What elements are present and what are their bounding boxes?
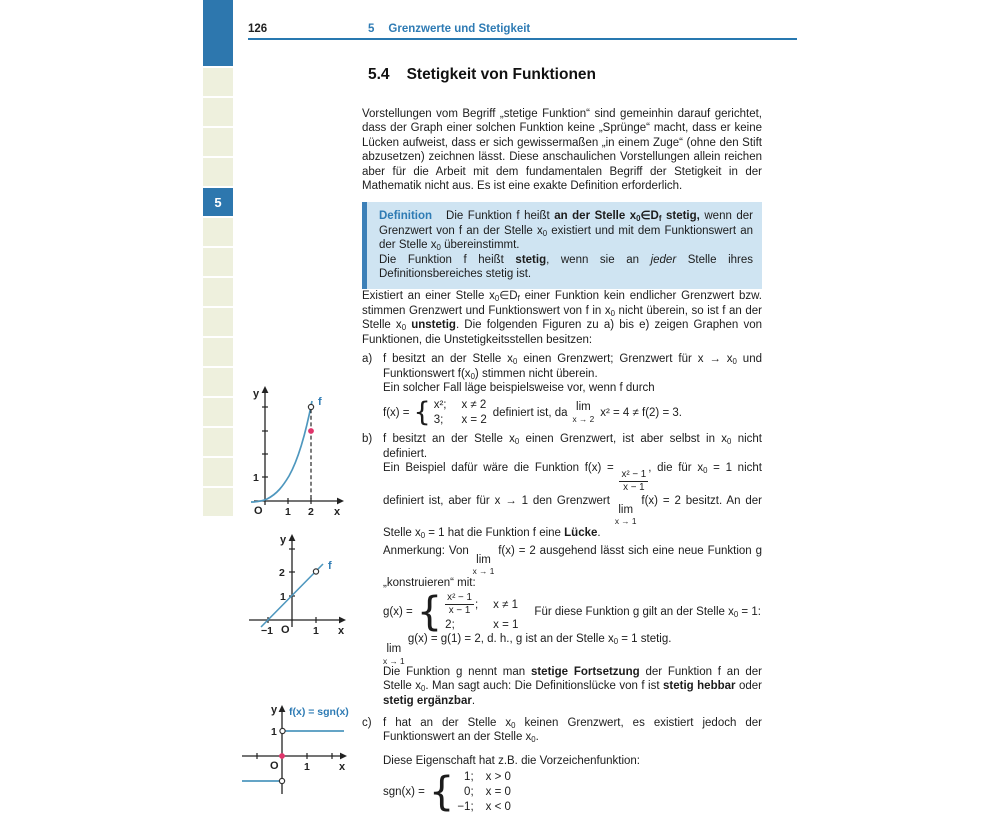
function-equation-label: f(x) = sgn(x) <box>289 706 349 718</box>
origin-label: O <box>254 505 263 517</box>
case-condition: x ≠ 2 <box>461 399 487 412</box>
limit-symbol <box>615 505 637 526</box>
function-label-f: f <box>328 560 332 572</box>
case-brace: { <box>413 396 431 428</box>
item-b-continuation-paragraph: Die Funktion g nennt man stetige Fortsetzung der Funktion f an der Stelle $x_0$. Man sagt auch: Die Definitionslücke von f ist stetig hebbar oder stetig ergänzbar. <box>383 665 763 707</box>
running-head <box>368 23 530 35</box>
item-b-lim-line: lim x → 1 g(x) = g(1) = 2, d. h., g ist an der Stelle $x_0 = 1$ stetig. <box>383 632 672 666</box>
sidebar-segment <box>203 98 233 126</box>
figure-a-parabola <box>246 384 348 523</box>
x-tick-1: 1 <box>313 625 319 637</box>
y-axis-arrow <box>289 534 296 541</box>
list-item-a <box>362 352 762 427</box>
x-axis-arrow <box>337 498 344 505</box>
item-b-note: Anmerkung: Von lim x → 1 f(x) = 2 ausgehend lässt sich eine neue Funktion g „konstruieren“ mit: <box>383 544 762 589</box>
figure-b-line-with-hole <box>243 528 353 655</box>
limit-symbol <box>473 555 495 576</box>
case-value: 2; <box>445 618 455 631</box>
definition-box <box>362 202 762 289</box>
y-tick-1: 1 <box>253 472 259 484</box>
formula-lhs: sgn(x) = <box>383 786 425 799</box>
x-axis-label: x <box>339 761 346 773</box>
figure-c-sign-function <box>238 700 360 805</box>
y-axis-label: y <box>280 534 287 546</box>
item-b-label: b) <box>362 433 373 446</box>
lim-word: lim <box>618 503 634 516</box>
sidebar-segment <box>203 398 233 426</box>
item-c-paragraph-1: f hat an der Stelle $x_0$ keinen Grenzwert, es existiert jedoch der Funktionswert an der Stelle $x_0$. <box>383 717 762 745</box>
case-value <box>445 593 478 617</box>
list-item-b <box>362 432 762 708</box>
x-axis-arrow <box>339 617 346 624</box>
case-value: −1; <box>457 801 474 814</box>
item-c-label: c) <box>362 717 372 730</box>
item-a-paragraph-2: Ein solcher Fall läge beispielsweise vor, wenn f durch <box>383 381 655 394</box>
section-title: Stetigkeit von Funktionen <box>406 66 597 83</box>
case-rows <box>445 593 518 632</box>
item-a-label: a) <box>362 353 373 366</box>
chapter-tab-5: 5 <box>203 188 233 216</box>
red-point <box>308 428 314 434</box>
item-b-body <box>383 432 762 708</box>
y-axis-label: y <box>271 704 278 716</box>
case-value: 1; <box>464 771 474 784</box>
origin-label: O <box>281 624 290 636</box>
open-point <box>308 404 313 409</box>
sidebar-segment <box>203 458 233 486</box>
definition-paragraph-1: Definition Die Funktion f heißt an der Stelle $x_0\in D_f$ stetig, wenn der Grenzwert von f an der Stelle $x_0$ existiert und mit dem Funktionswert an der Stelle $x_0$ übereinstimmt. <box>379 210 754 253</box>
case-brace: { <box>416 589 443 636</box>
chapter-number: 5 <box>368 23 375 35</box>
lim-subscript: x → 1 <box>614 516 637 527</box>
sidebar-segment <box>203 218 233 246</box>
item-b-paragraph-2: Ein Beispiel dafür wäre die Funktion f(x) = $\frac{\text{x² − 1}}{x - 1}$ , die für $x_0 = 1$ nicht definiert ist, aber für x → 1 den Grenzwert lim x → 1 f(x) = 2 besitzt. An der Stelle $x_0 = 1$ hat die Funktion f eine Lücke. <box>383 462 762 540</box>
origin-label: O <box>270 760 279 772</box>
item-c-sgn-formula <box>383 770 762 814</box>
fraction-denominator: x − 1 <box>448 605 471 617</box>
g-formula-side-text: Für diese Funktion g gilt an der Stelle $x_0 = 1$: <box>534 606 761 620</box>
fraction-denominator: x − 1 <box>623 482 645 494</box>
case-value: x²; <box>433 399 447 412</box>
sidebar-segment <box>203 488 233 516</box>
open-point-lower <box>279 778 284 783</box>
formula-lhs: g(x) = <box>383 606 413 619</box>
case-value: 0; <box>464 786 474 799</box>
after-definition-paragraph: Existiert an einer Stelle $x_0\in D_f$ einer Funktion kein endlicher Grenzwert bzw. stimmen Grenzwert und Funktionswert von f in $x_0$ nicht überein, so ist f an der Stelle $x_0$ unstetig. Die folgenden Figuren zu a) bis e) zeigen Graphen von Funktionen, die Unstetigkeitsstellen besitzen: <box>362 290 763 346</box>
case-condition: x > 0 <box>485 771 511 784</box>
case-brace: { <box>428 769 455 815</box>
y-tick-2: 2 <box>279 567 285 579</box>
sidebar-segment <box>203 158 233 186</box>
sidebar-segment <box>203 368 233 396</box>
fraction-numerator: x² − 1 <box>445 593 474 605</box>
formula-lhs: f(x) = <box>383 406 410 419</box>
open-point-upper <box>280 728 285 733</box>
red-point-origin <box>279 753 285 759</box>
sidebar-segment <box>203 278 233 306</box>
section-heading <box>368 66 596 84</box>
open-point <box>313 569 318 574</box>
x-tick-1: 1 <box>285 506 291 518</box>
lim-word: lim <box>476 553 491 566</box>
chapter-sidebar <box>203 0 233 518</box>
item-a-formula <box>383 398 762 427</box>
lim-word: lim <box>576 401 591 414</box>
x-axis-label: x <box>334 506 341 518</box>
page-number: 126 <box>248 23 268 35</box>
header-rule <box>248 38 797 40</box>
y-axis-arrow <box>262 386 269 393</box>
fraction <box>619 470 648 494</box>
parabola-curve <box>251 401 312 502</box>
sidebar-top-block <box>203 0 233 66</box>
y-tick-1: 1 <box>280 591 286 603</box>
item-a-paragraph-1: f besitzt an der Stelle $x_0$ einen Grenzwert; Grenzwert für $x \to x_0$ und Funktionswert $f(x_0)$ stimmen nicht überein. <box>383 353 762 381</box>
x-tick-1: 1 <box>304 761 310 773</box>
case-condition: x < 0 <box>485 801 511 814</box>
case-rows <box>457 770 511 814</box>
lim-word: lim <box>386 643 402 655</box>
case-condition: x = 2 <box>461 414 487 427</box>
definition-paragraph-2: Die Funktion f heißt stetig, wenn sie an jeder Stelle ihres Definitionsbereiches stetig ist. <box>379 253 753 281</box>
case-rows <box>434 398 487 427</box>
y-axis-arrow <box>279 705 286 712</box>
sidebar-segment <box>203 338 233 366</box>
sidebar-segment <box>203 128 233 156</box>
item-b-paragraph-1: f besitzt an der Stelle $x_0$ einen Grenzwert, ist aber selbst in $x_0$ nicht definiert. <box>383 433 762 460</box>
sidebar-segment <box>203 248 233 276</box>
item-a-body <box>383 352 762 427</box>
formula-mid-text: definiert ist, da <box>492 406 568 419</box>
x-tick-minus1: −1 <box>261 625 273 637</box>
x-tick-2: 2 <box>308 506 314 518</box>
case-condition: x = 1 <box>493 618 519 631</box>
body-text-column <box>362 107 762 814</box>
section-number: 5.4 <box>368 66 390 83</box>
y-axis-label: y <box>253 388 260 400</box>
case-condition: x ≠ 1 <box>493 598 519 611</box>
lim-subscript: x → 2 <box>572 413 595 424</box>
function-label-f: f <box>318 396 322 408</box>
intro-paragraph: Vorstellungen vom Begriff „stetige Funktion“ sind gemeinhin darauf gerichtet, dass der Graph einer solchen Funktion keine „Sprünge“ macht, dass er keine Lücken aufweist, dass er sich gewissermaßen „in einem Zuge“ (ohne den Stift abzusetzen) zeichnen lässt. Diese anschaulichen Vorstellungen allein reichen aber für die Arbeit mit dem fundamentalen Begriff der Stetigkeit in der Mathematik nicht aus. Es ist eine exakte Definition erforderlich. <box>362 108 762 193</box>
y-tick-1: 1 <box>271 726 277 738</box>
limit-symbol <box>383 644 405 665</box>
lim-subscript: x → 1 <box>383 655 405 666</box>
x-axis-label: x <box>338 625 345 637</box>
fraction-numerator: x² − 1 <box>619 470 648 482</box>
sidebar-segment <box>203 308 233 336</box>
item-c-paragraph-2: Diese Eigenschaft hat z.B. die Vorzeichenfunktion: <box>383 754 640 767</box>
sidebar-segment <box>203 68 233 96</box>
x-axis-arrow <box>340 753 347 760</box>
chapter-title: Grenzwerte und Stetigkeit <box>388 23 531 35</box>
formula-tail: x² = 4 ≠ f(2) = 3. <box>600 406 682 419</box>
item-b-g-formula <box>383 589 762 636</box>
case-semicolon: ; <box>474 598 479 611</box>
case-condition: x = 0 <box>485 786 511 799</box>
limit-symbol <box>573 402 595 423</box>
sidebar-segment <box>203 428 233 456</box>
lim-subscript: x → 1 <box>472 566 495 577</box>
case-value: 3; <box>433 414 444 427</box>
